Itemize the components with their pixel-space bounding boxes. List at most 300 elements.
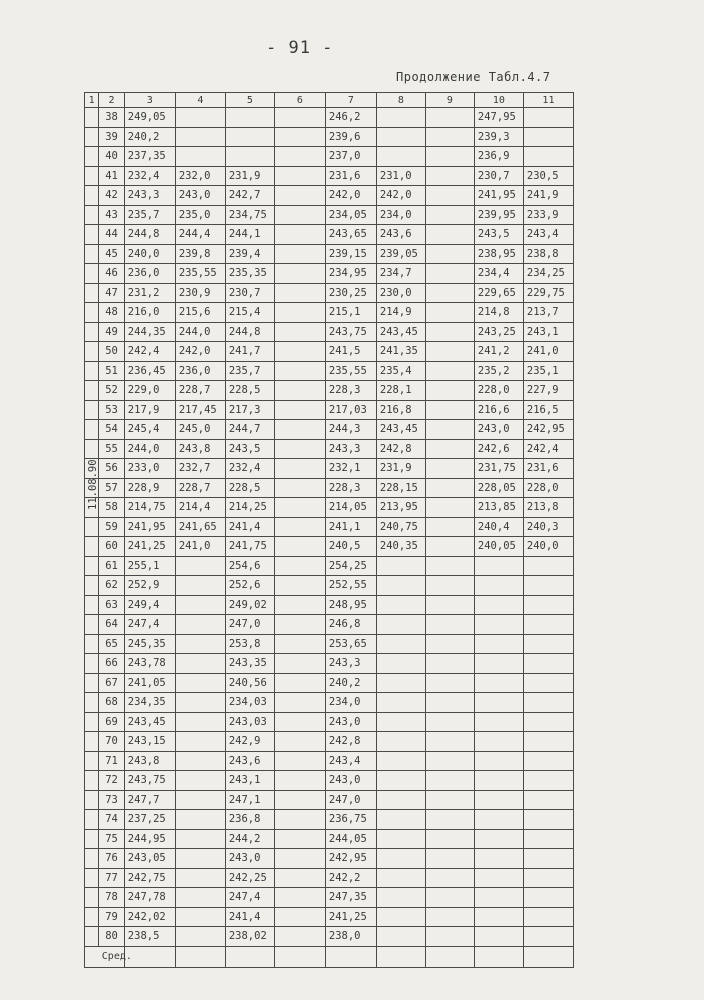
row-number-cell: 40 [99,147,125,167]
table-cell: 243,78 [124,654,175,674]
table-cell [274,283,325,303]
table-cell: 214,4 [175,498,225,518]
table-cell-col1 [85,868,99,888]
table-cell-col1 [85,732,99,752]
table-cell-col1 [85,595,99,615]
table-cell: 236,0 [175,361,225,381]
table-cell [425,498,474,518]
table-cell: 234,05 [325,205,376,225]
table-cell [425,478,474,498]
table-cell [376,751,425,771]
column-header-1: 1 [85,93,99,108]
table-cell [274,634,325,654]
table-cell: 233,0 [124,459,175,479]
table-cell [425,810,474,830]
table-row [85,342,574,362]
table-cell: 242,95 [523,420,573,440]
table-cell: 247,0 [325,790,376,810]
table-cell: 216,0 [124,303,175,323]
table-cell [274,615,325,635]
table-cell [274,400,325,420]
table-cell-col1 [85,108,99,128]
table-cell [425,634,474,654]
table-cell: 239,6 [325,127,376,147]
table-cell: 241,25 [124,537,175,557]
table-cell-col1 [85,186,99,206]
column-header-5: 5 [225,93,274,108]
table-cell: 244,0 [124,439,175,459]
average-cell [523,946,573,967]
table-cell: 242,6 [474,439,523,459]
table-cell: 234,03 [225,693,274,713]
average-cell [274,946,325,967]
table-cell: 236,9 [474,147,523,167]
table-cell [425,868,474,888]
table-cell [274,907,325,927]
table-cell: 243,8 [124,751,175,771]
table-cell: 230,9 [175,283,225,303]
table-cell: 243,75 [325,322,376,342]
table-cell: 240,2 [325,673,376,693]
table-cell: 244,95 [124,829,175,849]
table-cell [376,147,425,167]
table-cell: 246,2 [325,108,376,128]
table-cell [474,556,523,576]
table-cell [274,303,325,323]
table-cell [425,127,474,147]
table-cell: 247,7 [124,790,175,810]
row-number-cell: 79 [99,907,125,927]
table-cell: 243,0 [175,186,225,206]
table-cell: 228,5 [225,381,274,401]
table-cell [523,712,573,732]
table-cell-col1 [85,556,99,576]
table-cell [175,654,225,674]
table-cell [523,829,573,849]
table-cell [425,849,474,869]
table-cell: 243,5 [225,439,274,459]
table-cell [175,108,225,128]
table-cell [274,576,325,596]
table-cell: 235,4 [376,361,425,381]
table-row [85,147,574,167]
table-cell: 216,5 [523,400,573,420]
table-cell: 247,95 [474,108,523,128]
table-cell: 240,75 [376,517,425,537]
table-cell: 213,8 [523,498,573,518]
row-number-cell: 53 [99,400,125,420]
table-cell: 234,0 [325,693,376,713]
table-row [85,420,574,440]
table-cell [175,673,225,693]
table-cell [274,420,325,440]
table-cell: 253,8 [225,634,274,654]
table-cell: 254,6 [225,556,274,576]
table-cell-col1 [85,654,99,674]
table-cell [376,790,425,810]
table-cell [425,381,474,401]
table-cell: 230,7 [474,166,523,186]
table-row [85,459,574,479]
table-cell: 243,3 [325,654,376,674]
table-cell: 244,35 [124,322,175,342]
table-cell: 228,05 [474,478,523,498]
table-cell [425,790,474,810]
table-cell [523,888,573,908]
row-number-cell: 43 [99,205,125,225]
table-cell [425,732,474,752]
row-number-cell: 50 [99,342,125,362]
table-cell [274,654,325,674]
table-cell [274,459,325,479]
table-cell: 240,35 [376,537,425,557]
table-cell [474,654,523,674]
table-row [85,166,574,186]
table-cell [425,322,474,342]
column-header-7: 7 [325,93,376,108]
row-number-cell: 52 [99,381,125,401]
column-header-8: 8 [376,93,425,108]
table-cell: 214,05 [325,498,376,518]
table-cell: 239,3 [474,127,523,147]
row-number-cell: 68 [99,693,125,713]
table-cell [523,693,573,713]
table-cell: 238,5 [124,927,175,947]
date-label-vertical [85,440,101,510]
table-cell [274,595,325,615]
row-number-cell: 44 [99,225,125,245]
table-cell: 244,2 [225,829,274,849]
table-cell [425,264,474,284]
table-cell [474,732,523,752]
table-cell: 214,9 [376,303,425,323]
table-cell: 244,3 [325,420,376,440]
table-cell: 242,4 [124,342,175,362]
table-cell-col1 [85,127,99,147]
table-cell [175,732,225,752]
table-cell-col1 [85,205,99,225]
table-cell [425,225,474,245]
table-cell [376,771,425,791]
table-cell: 242,0 [376,186,425,206]
row-number-cell: 70 [99,732,125,752]
row-number-cell: 49 [99,322,125,342]
table-cell: 241,95 [474,186,523,206]
table-cell: 236,75 [325,810,376,830]
table-cell [376,810,425,830]
table-cell [274,537,325,557]
table-cell-col1 [85,420,99,440]
table-cell: 241,75 [225,537,274,557]
table-cell [274,556,325,576]
table-cell-col1 [85,634,99,654]
table-cell: 253,65 [325,634,376,654]
table-cell [474,751,523,771]
table-cell: 231,2 [124,283,175,303]
table-cell [474,693,523,713]
table-row [85,186,574,206]
table-cell [274,166,325,186]
row-number-cell: 45 [99,244,125,264]
table-cell [175,751,225,771]
row-number-cell: 64 [99,615,125,635]
column-header-2: 2 [99,93,125,108]
table-cell [376,829,425,849]
table-cell [523,927,573,947]
table-cell: 240,2 [124,127,175,147]
table-cell: 252,6 [225,576,274,596]
table-cell: 231,9 [376,459,425,479]
table-row [85,849,574,869]
table-cell [523,849,573,869]
row-number-cell: 71 [99,751,125,771]
table-row [85,283,574,303]
table-cell [274,439,325,459]
row-number-cell: 57 [99,478,125,498]
table-cell: 235,55 [325,361,376,381]
table-cell: 217,3 [225,400,274,420]
table-continuation-label: Продолжение Табл.4.7 [396,70,551,84]
table-cell: 244,05 [325,829,376,849]
table-cell-col1 [85,244,99,264]
table-cell [175,810,225,830]
table-cell [425,205,474,225]
table-cell: 252,9 [124,576,175,596]
table-cell: 240,0 [523,537,573,557]
table-cell [376,868,425,888]
table-cell: 243,03 [225,712,274,732]
table-cell: 242,9 [225,732,274,752]
table-cell: 234,75 [225,205,274,225]
table-cell [175,927,225,947]
table-cell: 217,45 [175,400,225,420]
table-cell [474,634,523,654]
table-cell: 243,8 [175,439,225,459]
table-header-row [85,93,574,108]
table-cell: 243,3 [325,439,376,459]
table-cell: 240,4 [474,517,523,537]
table-cell: 238,0 [325,927,376,947]
table-cell: 231,0 [376,166,425,186]
table-cell: 245,0 [175,420,225,440]
table-cell [376,849,425,869]
table-cell [274,927,325,947]
row-number-cell: 60 [99,537,125,557]
table-cell [376,927,425,947]
table-cell: 247,4 [124,615,175,635]
table-cell [175,634,225,654]
table-cell: 236,8 [225,810,274,830]
table-cell [523,732,573,752]
table-cell [274,264,325,284]
table-cell-col1 [85,225,99,245]
table-cell: 228,0 [523,478,573,498]
table-cell: 243,4 [523,225,573,245]
table-row [85,634,574,654]
table-cell [274,186,325,206]
table-row [85,322,574,342]
table-cell [175,556,225,576]
table-cell: 216,8 [376,400,425,420]
row-number-cell: 76 [99,849,125,869]
table-cell: 241,35 [376,342,425,362]
table-cell [274,517,325,537]
table-cell: 228,3 [325,478,376,498]
table-cell: 230,5 [523,166,573,186]
row-number-cell: 61 [99,556,125,576]
table-cell [425,361,474,381]
table-cell: 242,4 [523,439,573,459]
table-cell: 230,25 [325,283,376,303]
table-cell [474,927,523,947]
table-cell: 214,8 [474,303,523,323]
table-cell: 237,25 [124,810,175,830]
table-cell: 242,8 [325,732,376,752]
column-header-3: 3 [124,93,175,108]
table-cell: 241,25 [325,907,376,927]
table-cell: 243,6 [376,225,425,245]
table-cell [225,108,274,128]
column-header-10: 10 [474,93,523,108]
table-cell: 231,6 [523,459,573,479]
row-number-cell: 46 [99,264,125,284]
table-cell-col1 [85,615,99,635]
table-cell [474,849,523,869]
row-number-cell: 38 [99,108,125,128]
table-cell: 244,8 [225,322,274,342]
table-cell: 232,7 [175,459,225,479]
table-cell: 249,05 [124,108,175,128]
table-cell: 215,4 [225,303,274,323]
table-cell [523,108,573,128]
table-cell: 234,7 [376,264,425,284]
table-cell [425,459,474,479]
table-body [85,108,574,968]
row-number-cell: 48 [99,303,125,323]
table-cell: 235,7 [225,361,274,381]
table-cell: 234,95 [325,264,376,284]
row-number-cell: 67 [99,673,125,693]
row-number-cell: 63 [99,595,125,615]
average-cell [425,946,474,967]
table-cell-col1 [85,400,99,420]
table-cell: 235,55 [175,264,225,284]
row-number-cell: 69 [99,712,125,732]
table-cell: 228,5 [225,478,274,498]
table-cell: 242,2 [325,868,376,888]
table-row [85,264,574,284]
average-cell [474,946,523,967]
table-cell-col1 [85,712,99,732]
table-cell: 241,95 [124,517,175,537]
table-cell: 242,75 [124,868,175,888]
table-cell: 242,7 [225,186,274,206]
table-cell [274,361,325,381]
row-number-cell: 66 [99,654,125,674]
table-row [85,595,574,615]
row-number-cell: 80 [99,927,125,947]
table-cell [474,771,523,791]
table-cell [474,888,523,908]
table-cell [425,693,474,713]
table-cell: 232,4 [225,459,274,479]
table-cell: 231,9 [225,166,274,186]
table-cell: 231,75 [474,459,523,479]
table-row [85,205,574,225]
table-cell [425,927,474,947]
table-cell [523,127,573,147]
table-cell [474,595,523,615]
table-cell [425,751,474,771]
table-cell: 235,7 [124,205,175,225]
table-cell [175,693,225,713]
table-row [85,927,574,947]
table-cell-col1 [85,303,99,323]
row-number-cell: 41 [99,166,125,186]
table-cell [274,147,325,167]
table-row [85,576,574,596]
column-header-4: 4 [175,93,225,108]
table-cell [175,127,225,147]
row-number-cell: 65 [99,634,125,654]
table-cell-col1 [85,342,99,362]
table-cell: 244,1 [225,225,274,245]
table-cell: 244,8 [124,225,175,245]
table-cell [425,517,474,537]
table-cell: 235,0 [175,205,225,225]
data-table [84,92,574,968]
table-cell-col1 [85,849,99,869]
table-cell: 241,9 [523,186,573,206]
table-cell [523,868,573,888]
table-cell: 247,0 [225,615,274,635]
table-cell [376,693,425,713]
table-row [85,400,574,420]
table-cell [425,654,474,674]
table-cell: 247,4 [225,888,274,908]
table-cell [425,888,474,908]
table-cell: 239,8 [175,244,225,264]
table-cell [274,673,325,693]
table-cell [425,400,474,420]
table-cell [523,556,573,576]
table-cell-col1 [85,771,99,791]
table-cell: 247,78 [124,888,175,908]
table-cell: 249,4 [124,595,175,615]
table-cell-col1 [85,322,99,342]
page-number: - 91 - [266,38,334,58]
table-cell: 241,05 [124,673,175,693]
table-cell [474,810,523,830]
table-cell [376,654,425,674]
table-cell: 241,65 [175,517,225,537]
table-cell: 240,3 [523,517,573,537]
table-cell: 241,1 [325,517,376,537]
table-cell: 227,9 [523,381,573,401]
table-cell: 234,4 [474,264,523,284]
table-cell [474,907,523,927]
average-cell [376,946,425,967]
table-cell: 243,4 [325,751,376,771]
table-cell [175,790,225,810]
table-cell [175,849,225,869]
table-cell: 228,0 [474,381,523,401]
table-cell [425,771,474,791]
table-cell: 231,6 [325,166,376,186]
average-cell [325,946,376,967]
table-cell: 234,25 [523,264,573,284]
row-number-cell: 39 [99,127,125,147]
